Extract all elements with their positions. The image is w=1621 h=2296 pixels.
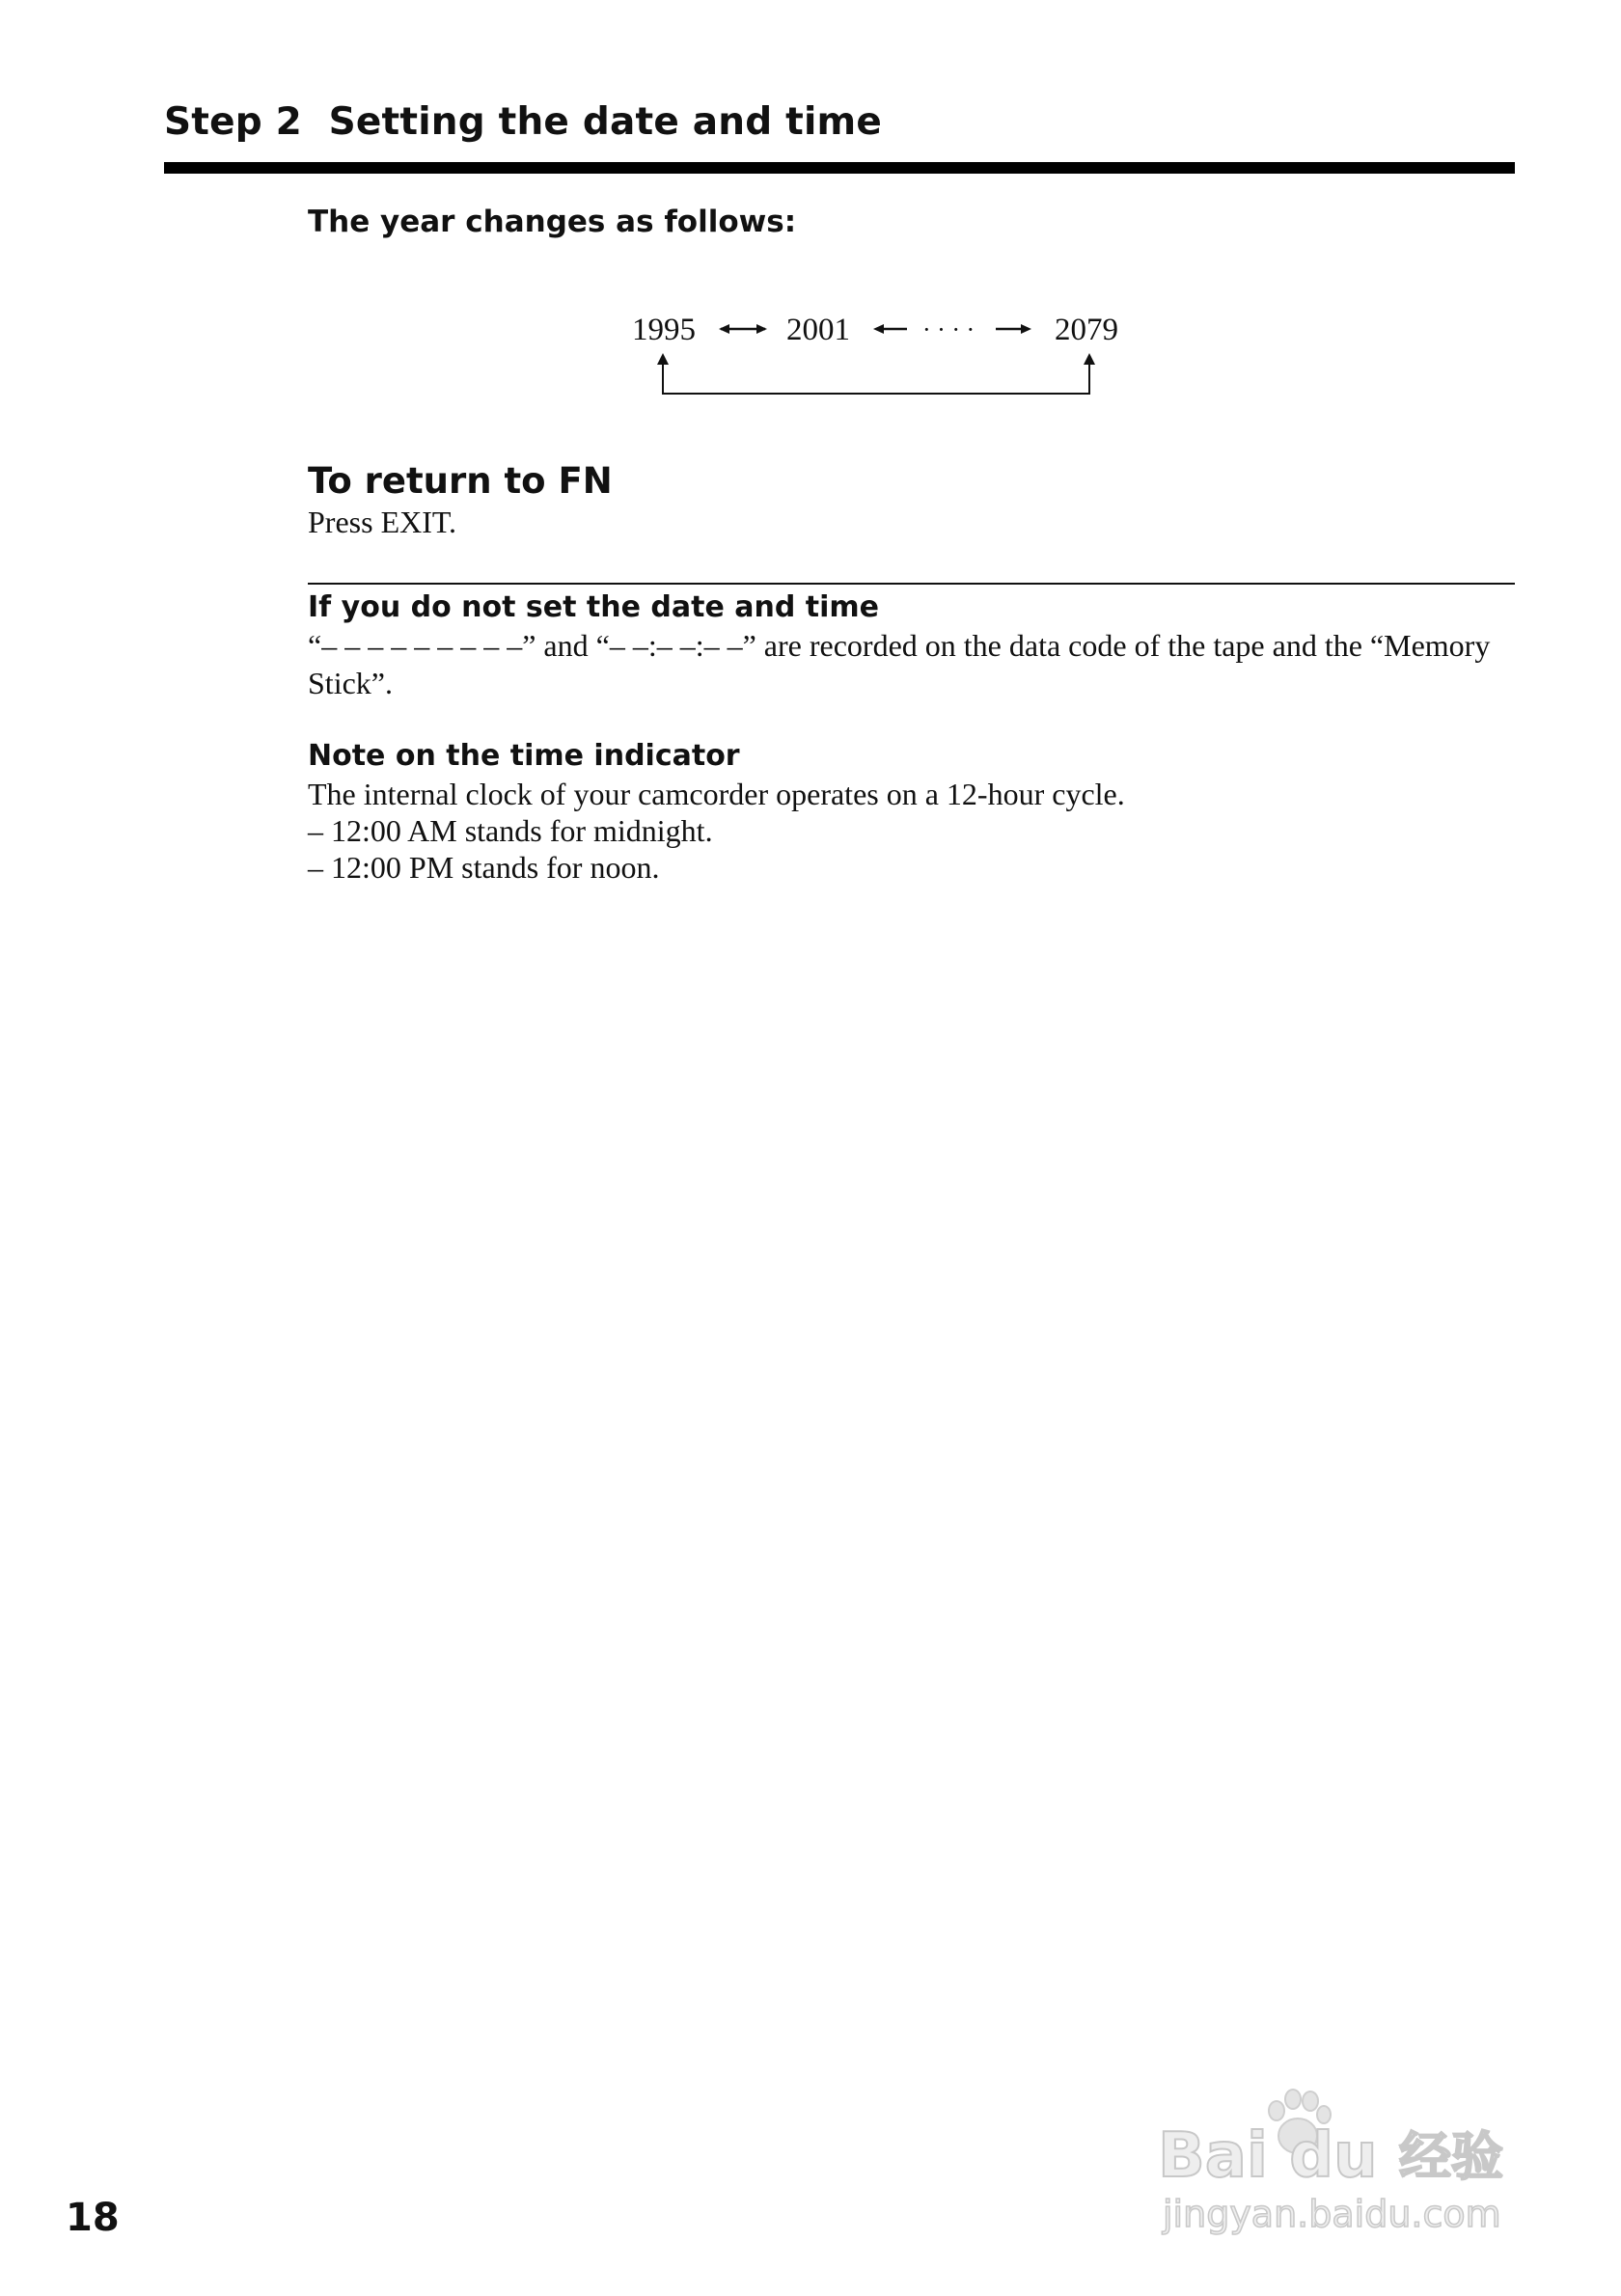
watermark-url: jingyan.baidu.com [1163, 2193, 1501, 2235]
title-rule [164, 162, 1515, 174]
return-heading: To return to FN [308, 460, 613, 502]
time-note-body [308, 776, 1125, 886]
page-number: 18 [66, 2196, 120, 2240]
note-divider [308, 583, 1515, 585]
year-start: 1995 [632, 313, 696, 347]
double-arrow-icon [719, 324, 767, 334]
year-end: 2079 [1055, 313, 1118, 347]
loop-back-arrow-icon [657, 353, 1095, 394]
watermark-cn: 经验 [1399, 2126, 1503, 2187]
year-middle: 2001 [786, 313, 850, 347]
watermark-brand: Bai du [1158, 2120, 1378, 2192]
time-note-heading: Note on the time indicator [308, 739, 740, 773]
return-body: Press EXIT. [308, 505, 457, 539]
time-note-line: The internal clock of your camcorder operates on a 12-hour cycle. [308, 777, 1125, 811]
left-arrow-icon [873, 324, 907, 334]
year-cycle-diagram [618, 299, 1139, 405]
baidu-jingyan-watermark [1153, 2061, 1539, 2244]
no-date-note-body: “– – – – – – – – –” and “– –:– –:– –” are recorded on the data code of the tape and the “Memory Stick”. [308, 628, 1491, 700]
no-date-note-heading: If you do not set the date and time [308, 590, 879, 624]
time-note-line: – 12:00 AM stands for midnight. [308, 813, 713, 848]
right-arrow-icon [996, 324, 1031, 334]
year-intro: The year changes as follows: [308, 205, 797, 239]
ellipsis-dots: · · · · [922, 315, 975, 343]
section-title: Step 2 Setting the date and time [164, 100, 883, 144]
time-note-line: – 12:00 PM stands for noon. [308, 850, 660, 885]
